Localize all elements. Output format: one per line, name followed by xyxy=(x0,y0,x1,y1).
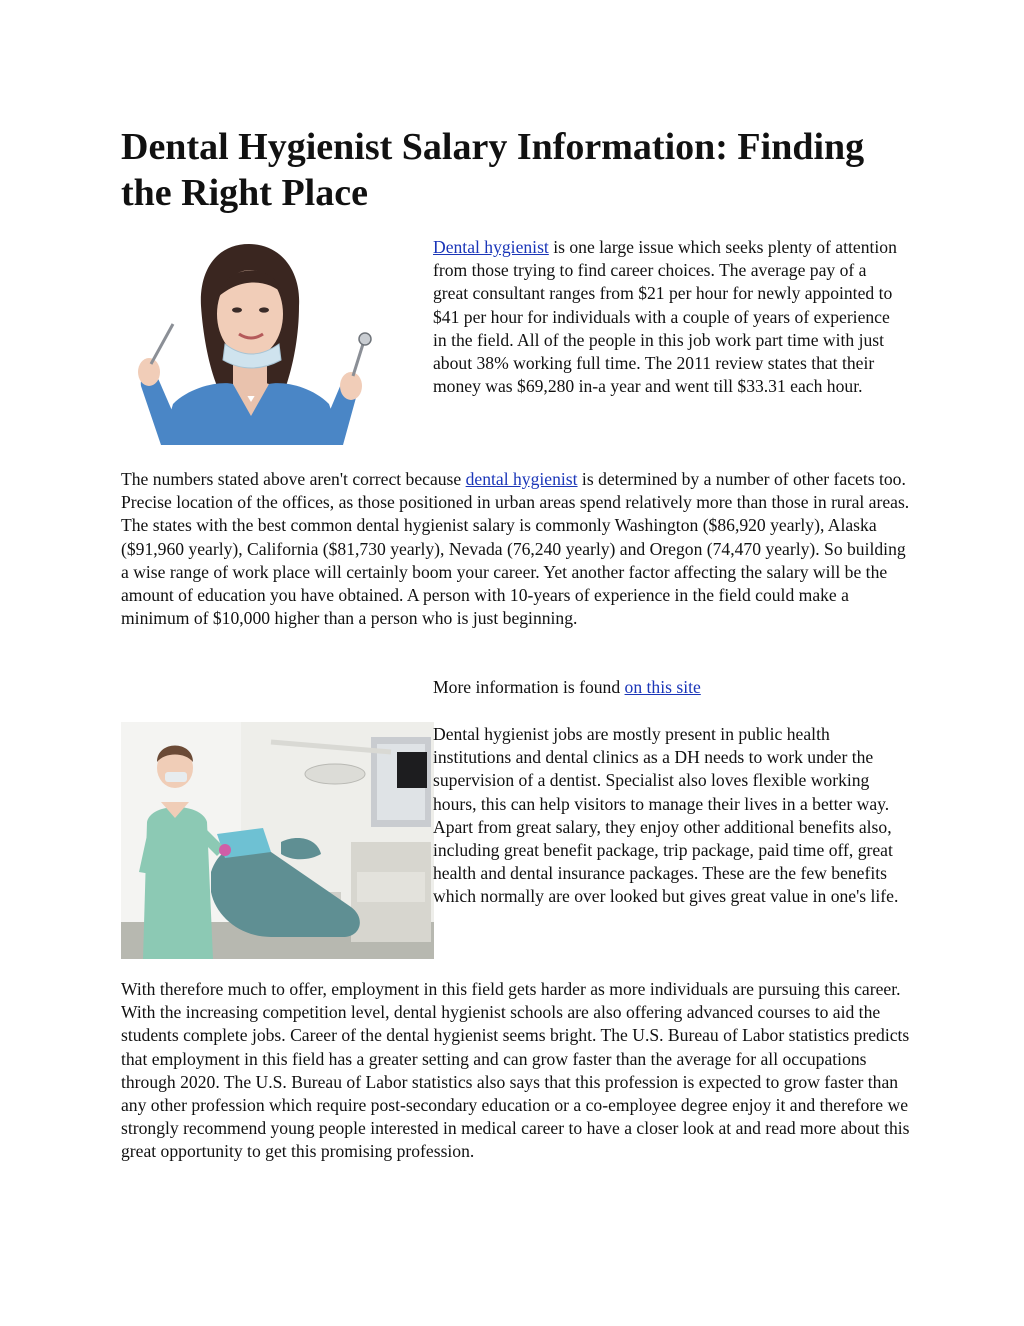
more-info-paragraph xyxy=(433,676,903,699)
salary-paragraph-end: is determined by a number of other facets too. Precise location of the offices, as those positioned in urban areas spend relatively more than those in rural areas. The states with the best common dental hygienist salary is commonly Washington ($86,920 yearly), Alaska ($91,960 yearly), California ($81,730 yearly), Nevada (76,240 yearly) and Oregon (74,470 yearly). So building a wise range of work place will certainly boom your career. Yet another factor affecting the salary will be the amount of education you have obtained. A person with 10-years of experience in the field could make a minimum of $10,000 higher than a person who is just beginning. xyxy=(121,469,910,629)
page-title: Dental Hygienist Salary Information: Finding the Right Place xyxy=(121,126,865,214)
intro-paragraph-text: is one large issue which seeks plenty of attention from those trying to find career choices. The average pay of a great consultant ranges from $21 per hour for newly appointed to $41 per hour for individuals with a couple of years of experience in the field. All of the people in this job work part time with just about 38% working full time. The 2011 review states that their money was $69,280 in-a year and went till $33.31 each hour. xyxy=(433,237,897,397)
more-info-text: More information is found xyxy=(433,677,625,697)
salary-paragraph-start: The numbers stated above aren't correct because xyxy=(121,469,466,489)
intro-paragraph xyxy=(433,236,898,398)
dental-office-photo xyxy=(121,722,434,959)
salary-paragraph xyxy=(121,468,911,630)
jobs-paragraph: Dental hygienist jobs are mostly present in public health institutions and dental clinics as a DH needs to work under the supervision of a dentist. Specialist also loves flexible working hours, this can help visitors to manage their lives in a better way. Apart from great salary, they enjoy other additional benefits also, including great benefit package, trip package, paid time off, great health and dental insurance packages. These are the few benefits which normally are over looked but gives great value in one's life. xyxy=(433,724,899,907)
dental-hygienist-link-2[interactable]: dental hygienist xyxy=(465,469,578,489)
hygienist-photo xyxy=(121,236,377,445)
dental-hygienist-link[interactable]: Dental hygienist xyxy=(433,237,549,257)
on-this-site-link[interactable]: on this site xyxy=(624,677,701,697)
career-outlook-paragraph: With therefore much to offer, employment in this field gets harder as more individuals are pursuing this career. With the increasing competition level, dental hygienist schools are also offering advanced courses to aid the students complete jobs. Career of the dental hygienist seems bright. The U.S. Bureau of Labor statistics predicts that employment in this field has a greater setting and can grow faster than the average for all occupations through 2020. The U.S. Bureau of Labor statistics also says that this profession is expected to grow faster than any other profession which require post-secondary education or a co-employee degree enjoy it and therefore we strongly recommend young people interested in medical career to have a closer look at and read more about this great opportunity to get this promising profession. xyxy=(121,979,910,1162)
